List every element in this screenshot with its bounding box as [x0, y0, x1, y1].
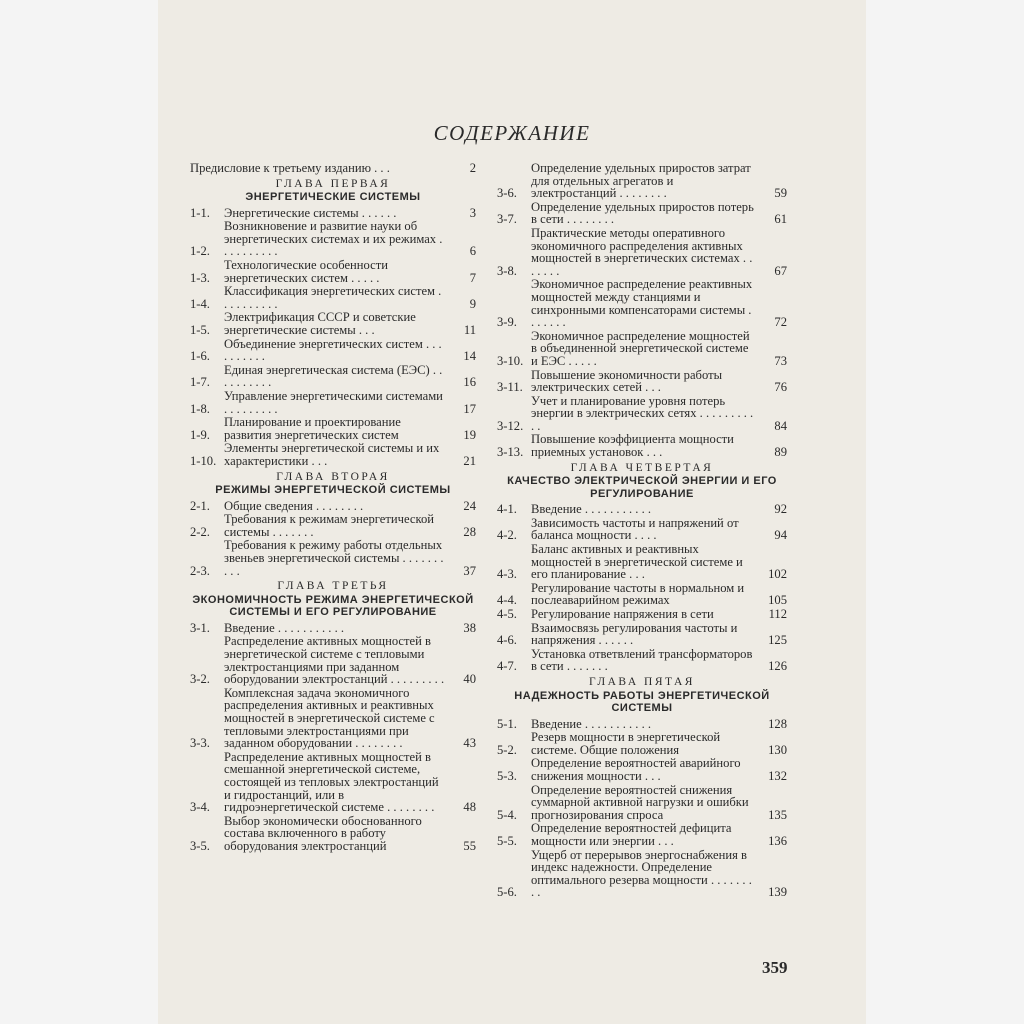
toc-entry-number: 3-10.	[497, 353, 524, 368]
toc-entry-page: 55	[463, 838, 476, 853]
toc-entry-page: 6	[469, 244, 476, 259]
chapter-heading: ГЛАВА ВТОРАЯ	[276, 470, 390, 483]
chapter-title: ЭКОНОМИЧНОСТЬ РЕЖИМА ЭНЕРГЕТИЧЕСКОЙ СИСТЕМЫ И ЕГО РЕГУЛИРОВАНИЕ	[192, 593, 474, 619]
toc-entry-number: 3-3.	[190, 736, 210, 751]
toc-entry-number: 5-2.	[497, 742, 517, 757]
toc-entry-number: 3-2.	[190, 672, 210, 687]
toc-entry-page: 7	[469, 270, 476, 285]
toc-entry-title: Определение удельных приростов затрат для отдельных агрегатов и электростанций . . . . . . . .	[531, 161, 751, 201]
toc-entry-title: Ущерб от перерывов энергоснабжения в индекс надежности. Определение оптимального резерва мощности . . . . . . . . .	[531, 847, 752, 900]
toc-entry	[497, 227, 787, 277]
toc-entry-page: 67	[774, 263, 787, 278]
toc-entry-page: 21	[463, 453, 476, 468]
toc-entry-number: 1-7.	[190, 375, 210, 390]
toc-entry-page: 17	[463, 401, 476, 416]
toc-entry-title: Повышение коэффициента мощности приемных установок . . .	[531, 432, 734, 460]
toc-entry-title: Экономичное распределение реактивных мощностей между станциями и синхронными компенсаторами системы . . . . . . .	[531, 277, 753, 330]
toc-entry-page: 24	[463, 498, 476, 513]
chapter-heading: ГЛАВА ПЯТАЯ	[589, 675, 695, 688]
toc-entry-page: 94	[774, 528, 787, 543]
chapter-heading: ГЛАВА ЧЕТВЕРТАЯ	[570, 461, 714, 474]
toc-entry-number: 3-6.	[497, 186, 517, 201]
chapter-title: НАДЕЖНОСТЬ РАБОТЫ ЭНЕРГЕТИЧЕСКОЙ СИСТЕМЫ	[514, 689, 770, 715]
toc-entry-number: 3-1.	[190, 620, 210, 635]
toc-entry-page: 102	[768, 567, 787, 582]
toc-entry-title: Взаимосвязь регулирования частоты и напряжения . . . . . .	[531, 620, 738, 648]
toc-entry-title: Объединение энергетических систем . . . . . . . . . .	[224, 336, 442, 364]
toc-entry-page: 48	[463, 800, 476, 815]
toc-entry-page: 9	[469, 296, 476, 311]
toc-entry-page: 72	[774, 315, 787, 330]
toc-entry-number: 2-1.	[190, 498, 210, 513]
toc-entry	[497, 369, 787, 394]
toc-entry-number: 2-2.	[190, 524, 210, 539]
toc-entry	[497, 718, 787, 731]
toc-entry-number: 1-10.	[190, 453, 217, 468]
toc-entry-page: 92	[774, 502, 787, 517]
toc-entry-page: 2	[469, 161, 476, 175]
toc-entry	[190, 162, 476, 175]
chapter-heading: ГЛАВА ТРЕТЬЯ	[277, 580, 389, 593]
toc-entry-title: Энергетические системы . . . . . .	[224, 205, 397, 220]
page-number: 359	[762, 958, 788, 977]
toc-entry-number: 1-4.	[190, 296, 210, 311]
toc-entry	[497, 201, 787, 226]
toc-entry-page: 130	[768, 742, 787, 757]
toc-entry	[497, 433, 787, 458]
toc-entry-number: 3-12.	[497, 418, 524, 433]
toc-entry-number: 1-8.	[190, 401, 210, 416]
toc-entry-page: 43	[463, 736, 476, 751]
toc-entry-number: 4-3.	[497, 567, 517, 582]
toc-entry	[497, 278, 787, 328]
toc-entry	[497, 784, 787, 822]
toc-entry-number: 2-3.	[190, 563, 210, 578]
page-title: СОДЕРЖАНИЕ	[433, 121, 591, 145]
chapter-heading: ГЛАВА ПЕРВАЯ	[275, 177, 391, 190]
toc-entry-title: Повышение экономичности работы электрических сетей . . .	[531, 367, 723, 395]
toc-entry-title: Учет и планирование уровня потерь энергии в электрических сетях . . . . . . . . . . .	[531, 393, 754, 433]
chapter-title: ЭНЕРГЕТИЧЕСКИЕ СИСТЕМЫ	[245, 191, 421, 204]
toc-entry-number: 3-8.	[497, 263, 517, 278]
toc-entry-number: 5-6.	[497, 885, 517, 900]
toc-entry	[497, 849, 787, 899]
toc-entry-title: Определение вероятностей дефицита мощности или энергии . . .	[531, 821, 732, 848]
toc-entry-title: Электрификация СССР и советские энергетические системы . . .	[224, 310, 416, 338]
toc-entry-title: Комплексная задача экономичного распределения активных и реактивных мощностей в энергетической системе с тепловыми электростанциями при заданном оборудовании . . . . . . . .	[224, 685, 435, 751]
toc-entry-number: 4-6.	[497, 633, 517, 648]
toc-entry-page: 59	[774, 186, 787, 201]
toc-entry-title: Резерв мощности в энергетической системе. Общие положения	[531, 730, 721, 757]
toc-entry-title: Установка ответвлений трансформаторов в сети . . . . . . .	[531, 646, 753, 674]
toc-entry-number: 5-3.	[497, 768, 517, 783]
toc-entry-title: Определение вероятностей аварийного снижения мощности . . .	[531, 756, 741, 783]
toc-entry	[190, 364, 476, 389]
toc-entry-page: 136	[768, 833, 787, 848]
toc-entry-number: 5-5.	[497, 833, 517, 848]
toc-entry	[497, 622, 787, 647]
toc-entry-page: 76	[774, 380, 787, 395]
toc-entry-page: 135	[768, 807, 787, 822]
toc-entry-title: Требования к режимам энергетической системы . . . . . . .	[224, 512, 434, 539]
toc-entry-number: 3-7.	[497, 212, 517, 227]
toc-entry-number: 5-1.	[497, 716, 517, 731]
toc-entry-page: 112	[768, 607, 787, 621]
toc-entry	[497, 517, 787, 542]
toc-entry	[190, 500, 476, 513]
toc-entry-number: 4-2.	[497, 528, 517, 543]
toc-entry-title: Предисловие к третьему изданию . . .	[190, 161, 390, 175]
toc-entry-page: 132	[768, 768, 787, 783]
toc-entry-page: 28	[463, 524, 476, 539]
toc-entry-page: 128	[768, 716, 787, 731]
toc-entry-title: Регулирование частоты в нормальном и послеаварийном режимах	[531, 580, 745, 608]
toc-entry-number: 5-4.	[497, 807, 517, 822]
toc-entry-number: 1-5.	[190, 323, 210, 338]
toc-entry	[190, 220, 476, 258]
toc-entry-title: Введение . . . . . . . . . . .	[531, 716, 652, 731]
toc-entry	[497, 648, 787, 673]
toc-entry-page: 125	[768, 633, 787, 648]
toc-entry-title: Определение вероятностей снижения суммарной активной нагрузки и ошибки прогнозирования спроса	[531, 782, 749, 822]
toc-entry-number: 4-5.	[497, 607, 517, 621]
chapter-title: РЕЖИМЫ ЭНЕРГЕТИЧЕСКОЙ СИСТЕМЫ	[215, 484, 451, 497]
toc-entry	[497, 822, 787, 847]
toc-left-column	[190, 162, 476, 854]
toc-entry-title: Экономичное распределение мощностей в объединенной энергетической системе и ЕЭС . . . . .	[531, 328, 750, 368]
toc-entry-page: 11	[463, 323, 476, 338]
toc-entry	[190, 442, 476, 467]
toc-entry-number: 1-9.	[190, 427, 210, 442]
toc-entry-number: 1-3.	[190, 270, 210, 285]
toc-entry-page: 19	[463, 427, 476, 442]
toc-entry-title: Распределение активных мощностей в смешанной энергетической системе, состоящей из тепловых электростанций и гидростанций, или в гидроэнергетической системе . . . . . . . .	[224, 749, 439, 815]
toc-entry	[190, 815, 476, 853]
toc-entry-title: Элементы энергетической системы и их характеристики . . .	[224, 441, 440, 468]
toc-entry-title: Управление энергетическими системами . . . . . . . . .	[224, 389, 443, 416]
toc-entry-title: Технологические особенности энергетических систем . . . . .	[224, 258, 388, 285]
toc-entry-number: 4-4.	[497, 593, 517, 608]
toc-entry-page: 73	[774, 353, 787, 368]
toc-entry-title: Распределение активных мощностей в энергетической системе с тепловыми электростанциями при заданном оборудовании электростанций . . . . . . . . .	[224, 634, 445, 687]
toc-entry-page: 37	[463, 563, 476, 578]
toc-entry-title: Баланс активных и реактивных мощностей в энергетической системе и его планирование . . .	[531, 542, 743, 582]
toc-entry-page: 89	[774, 445, 787, 460]
toc-entry-title: Планирование и проектирование развития энергетических систем	[224, 415, 401, 442]
toc-entry	[190, 285, 476, 310]
toc-entry	[190, 416, 476, 441]
toc-entry-number: 1-2.	[190, 244, 210, 259]
toc-entry	[190, 687, 476, 750]
toc-right-column	[497, 162, 787, 900]
toc-entry	[497, 731, 787, 756]
toc-entry-number: 3-4.	[190, 800, 210, 815]
toc-entry-page: 14	[463, 349, 476, 364]
toc-entry	[190, 390, 476, 415]
toc-entry-page: 38	[463, 620, 476, 635]
toc-entry-number: 3-9.	[497, 315, 517, 330]
toc-entry-title: Требования к режиму работы отдельных звеньев энергетической системы . . . . . . . . . .	[224, 538, 444, 578]
toc-entry	[190, 311, 476, 336]
toc-entry	[497, 330, 787, 368]
toc-entry	[497, 608, 787, 621]
toc-entry-title: Возникновение и развитие науки об энергетических системах и их режимах . . . . . . . . . .	[224, 219, 443, 259]
toc-entry-title: Зависимость частоты и напряжений от баланса мощности . . . .	[531, 515, 739, 543]
toc-entry-number: 3-5.	[190, 838, 210, 853]
toc-entry	[497, 757, 787, 782]
toc-entry	[190, 751, 476, 814]
toc-entry-page: 105	[768, 593, 787, 608]
toc-entry	[190, 539, 476, 577]
toc-entry	[497, 162, 787, 200]
toc-entry-number: 4-1.	[497, 502, 517, 517]
toc-entry-title: Регулирование напряжения в сети	[531, 607, 714, 621]
toc-entry-page: 3	[469, 205, 476, 220]
toc-entry-title: Определение удельных приростов потерь в сети . . . . . . . .	[531, 199, 754, 227]
toc-entry-title: Выбор экономически обоснованного состава включенного в работу оборудования электростанций	[224, 813, 422, 853]
toc-entry-title: Введение . . . . . . . . . . .	[224, 620, 345, 635]
toc-entry-page: 40	[463, 672, 476, 687]
toc-entry	[497, 543, 787, 581]
toc-entry-number: 4-7.	[497, 659, 517, 674]
toc-entry-page: 61	[774, 212, 787, 227]
toc-entry-number: 1-6.	[190, 349, 210, 364]
toc-entry-page: 16	[463, 375, 476, 390]
toc-entry	[190, 513, 476, 538]
toc-entry-title: Введение . . . . . . . . . . .	[531, 502, 652, 517]
toc-entry	[497, 503, 787, 516]
toc-entry-page: 126	[768, 659, 787, 674]
toc-entry	[497, 395, 787, 433]
toc-entry-title: Единая энергетическая система (ЕЭС) . . . . . . . . . .	[224, 362, 443, 390]
toc-entry-number: 3-13.	[497, 445, 524, 460]
toc-entry-number: 1-1.	[190, 205, 210, 220]
toc-entry-title: Общие сведения . . . . . . . .	[224, 498, 364, 513]
toc-entry-number: 3-11.	[497, 380, 523, 395]
toc-entry	[497, 582, 787, 607]
toc-entry-page: 84	[774, 418, 787, 433]
toc-entry-title: Практические методы оперативного экономичного распределения активных мощностей в энергетических системах . . . . . . .	[531, 225, 753, 278]
toc-entry	[190, 338, 476, 363]
toc-entry	[190, 207, 476, 220]
toc-entry	[190, 259, 476, 284]
toc-entry	[190, 622, 476, 635]
toc-entry-page: 139	[768, 885, 787, 900]
toc-entry-title: Классификация энергетических систем . . . . . . . . . .	[224, 284, 442, 311]
chapter-title: КАЧЕСТВО ЭЛЕКТРИЧЕСКОЙ ЭНЕРГИИ И ЕГО РЕГУЛИРОВАНИЕ	[507, 475, 777, 500]
toc-entry	[190, 635, 476, 685]
